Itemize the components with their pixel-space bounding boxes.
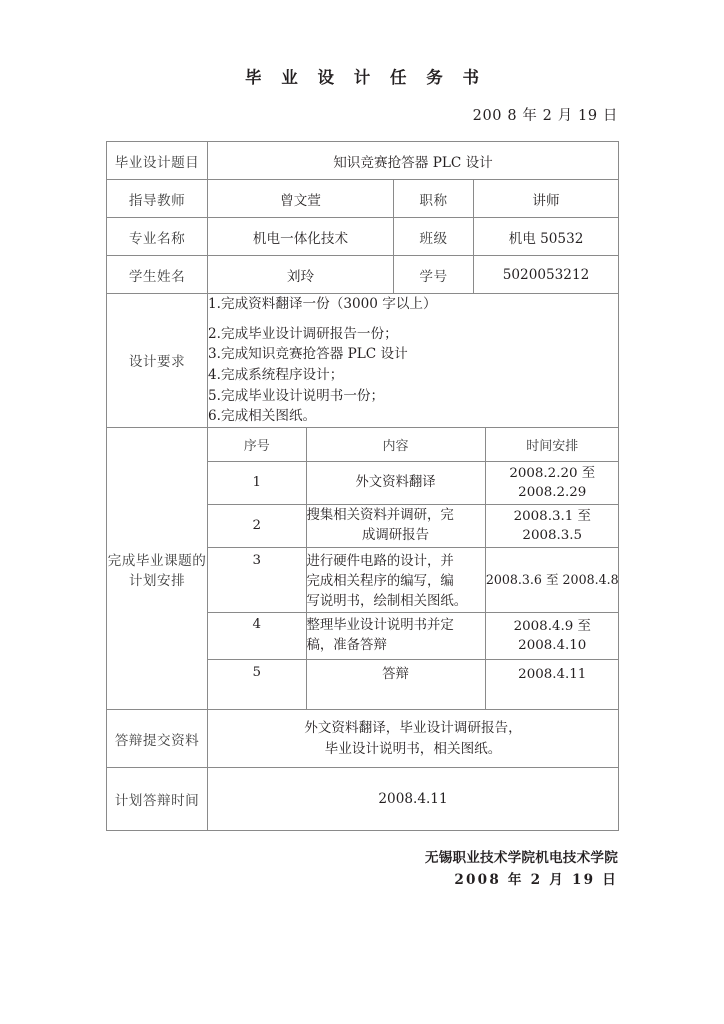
table-row-defense-time [107,768,619,831]
table-row-defense-materials [107,710,619,768]
schedule-col-no: 序号 [208,428,306,462]
row-label-requirements: 设计要求 [107,294,208,428]
row-value-project-title: 知识竞赛抢答器 PLC 设计 [208,142,619,180]
defense-materials-line: 外文资料翻译，毕业设计调研报告， [304,719,522,736]
schedule-col-time: 时间安排 [485,428,619,462]
defense-materials-line: 毕业设计说明书，相关图纸。 [324,740,502,757]
requirements-list [208,294,619,428]
table-row [107,142,619,180]
schedule-time-line: 2008.3.6 至 2008.4.8 [485,571,619,587]
schedule-row [208,660,619,710]
schedule-row [208,461,619,504]
schedule-col-content: 内容 [306,428,485,462]
row-label-student-id: 学号 [394,256,474,294]
requirement-item: 3.完成知识竞赛抢答器 PLC 设计 [208,346,408,363]
schedule-table-wrapper [208,427,619,709]
row-label-class: 班级 [394,218,474,256]
row-value-major: 机电一体化技术 [208,218,394,256]
row-label-student-name: 学生姓名 [107,256,208,294]
schedule-time-line: 2008.2.20 至 [509,465,596,481]
schedule-time-line: 2008.4.10 [518,638,587,654]
schedule-row-no: 5 [208,660,306,710]
schedule-content-line: 稿，准备答辩 [306,638,387,654]
requirement-item: 4.完成系统程序设计； [208,366,344,383]
schedule-header-row [208,428,619,462]
schedule-row-content [306,504,485,547]
schedule-time-line: 2008.4.11 [518,667,587,683]
row-value-defense-time: 2008.4.11 [208,768,619,831]
footer [425,848,618,892]
row-value-title-rank: 讲师 [474,180,619,218]
row-label-advisor: 指导教师 [107,180,208,218]
row-label-project-title: 毕业设计题目 [107,142,208,180]
row-value-defense-materials [208,710,619,768]
schedule-row-content: 答辩 [306,660,485,710]
schedule-time-line: 2008.3.5 [522,527,583,543]
row-label-defense-time: 计划答辩时间 [107,768,208,831]
table-row [107,180,619,218]
schedule-label-line1: 完成毕业课题的 [107,552,207,569]
schedule-row-content [306,613,485,660]
schedule-content-line: 写说明书，绘制相关图纸。 [306,594,468,610]
page-title: 毕 业 设 计 任 务 书 [245,68,486,87]
schedule-time-line: 2008.2.29 [518,484,587,500]
row-value-advisor: 曾文萱 [208,180,394,218]
schedule-content-line: 完成相关程序的编写，编 [306,574,454,590]
schedule-content-line: 成调研报告 [362,527,429,543]
schedule-time-line: 2008.4.9 至 [513,618,591,634]
schedule-row-content: 外文资料翻译 [306,461,485,504]
schedule-row-no: 3 [208,547,306,612]
requirement-item: 6.完成相关图纸。 [208,408,317,425]
table-row-schedule [107,427,619,709]
row-value-student-name: 刘玲 [208,256,394,294]
row-label-defense-materials: 答辩提交资料 [107,710,208,768]
schedule-content-line: 整理毕业设计说明书并定 [306,618,454,634]
schedule-time-line: 2008.3.1 至 [513,508,591,524]
requirement-item: 5.完成毕业设计说明书一份； [208,387,385,404]
schedule-row-time [485,547,619,612]
schedule-row [208,613,619,660]
schedule-row-no: 1 [208,461,306,504]
schedule-row [208,547,619,612]
footer-date: 2008 年 2 月 19 日 [454,871,618,888]
footer-organization: 无锡职业技术学院机电技术学院 [424,850,618,866]
row-value-class: 机电 50532 [474,218,619,256]
row-label-title-rank: 职称 [394,180,474,218]
row-label-schedule [107,427,208,709]
table-row [107,256,619,294]
schedule-row-no: 4 [208,613,306,660]
schedule-row-time [485,504,619,547]
schedule-row [208,504,619,547]
schedule-content-line: 搜集相关资料并调研，完 [306,507,454,523]
schedule-row-time [485,613,619,660]
schedule-row-time [485,461,619,504]
row-value-student-id: 5020053212 [474,256,619,294]
task-assignment-table [106,141,619,831]
row-label-major: 专业名称 [107,218,208,256]
table-row [107,218,619,256]
requirement-item: 2.完成毕业设计调研报告一份； [208,325,398,342]
schedule-row-content [306,547,485,612]
schedule-content-line: 进行硬件电路的设计，并 [306,553,454,569]
requirement-item: 1.完成资料翻译一份（3000 字以上） [208,296,437,312]
schedule-label-line2: 计划安排 [128,572,186,589]
schedule-row-no: 2 [208,504,306,547]
table-row-requirements [107,294,619,428]
schedule-table [208,428,619,709]
schedule-row-time [485,660,619,710]
header-date: 200 8 年 2 月 19 日 [472,108,618,124]
